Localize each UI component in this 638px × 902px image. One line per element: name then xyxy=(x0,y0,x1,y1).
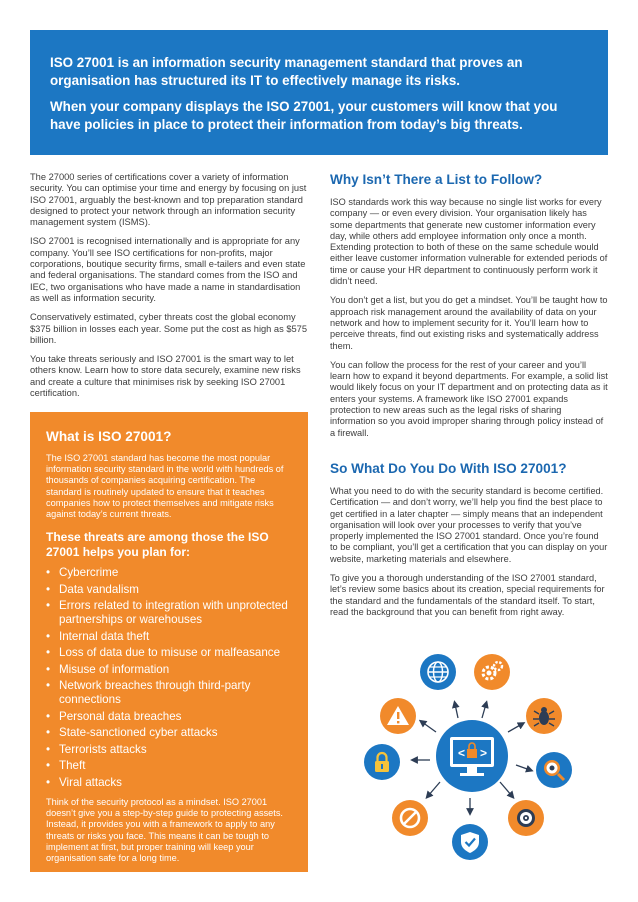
right-column xyxy=(330,172,608,626)
bullet: • xyxy=(46,582,51,596)
list-item xyxy=(46,566,292,580)
threat-label: Theft xyxy=(59,759,86,773)
left-column xyxy=(30,172,312,407)
bullet: • xyxy=(46,566,51,580)
arrow xyxy=(482,704,486,718)
bullet: • xyxy=(46,662,51,676)
threat-label: Cybercrime xyxy=(59,566,119,580)
threat-list xyxy=(46,566,292,790)
target-icon xyxy=(508,800,544,836)
list-item xyxy=(46,583,292,597)
gears-icon xyxy=(474,654,510,690)
left-paragraph-1: The 27000 series of certifications cover a variety of information security. You can optimise your time and energy by focusing on just ISO 27001, arguably the best-known and top preparation standard designed to protect your network through an information security management system (ISMS). xyxy=(30,172,307,228)
list-item xyxy=(46,630,292,644)
arrow xyxy=(455,704,458,718)
list-item xyxy=(46,726,292,740)
threat-label: State-sanctioned cyber attacks xyxy=(59,726,218,740)
right-paragraph-1: ISO standards work this way because no single list works for every company — or even every division. Your organisation likely has some departments that generate new customer information every day, while others add employee information only once a month. Extending protection to both of these on the same schedule would either leave customer information vulnerable for extended periods of time or cause your HR department to continuously perform work it didn’t need. xyxy=(330,197,608,287)
threat-label: Personal data breaches xyxy=(59,709,182,723)
bullet: • xyxy=(46,742,51,756)
threat-label: Terrorists attacks xyxy=(59,742,147,756)
bug-icon xyxy=(526,698,562,734)
svg-text:>: > xyxy=(480,746,488,760)
svg-text:<: < xyxy=(458,746,466,760)
threat-label: Data vandalism xyxy=(59,582,139,596)
warning-icon xyxy=(380,698,416,734)
list-item xyxy=(46,776,292,790)
threat-label: Internal data theft xyxy=(59,629,150,643)
bullet: • xyxy=(46,775,51,789)
list-item xyxy=(46,743,292,757)
bullet: • xyxy=(46,629,51,643)
globe-icon xyxy=(420,654,456,690)
security-diagram xyxy=(358,640,598,880)
list-item xyxy=(46,599,292,628)
threat-label: Viral attacks xyxy=(59,775,122,789)
list-item xyxy=(46,646,292,660)
banner-line-1: ISO 27001 is an information security management standard that proves an organisation has structured its IT to effectively manage its risks. xyxy=(50,55,523,88)
banner-line-2: When your company displays the ISO 27001, your customers will know that you have policies in place to protect their information from today’s big threats. xyxy=(50,99,558,132)
box-outro: Think of the security protocol as a mindset. ISO 27001 doesn’t give you a step-by-step guide to protecting assets. Instead, it provides you with a framework to apply to any threats or risks you face. This means it can be tough to implement at first, but proper training will keep your organisation safe for a long time. xyxy=(46,796,283,863)
bullet: • xyxy=(46,599,51,613)
box-subtitle: These threats are among those the ISO 27001 helps you plan for: xyxy=(46,530,269,559)
bullet: • xyxy=(46,759,51,773)
bullet: • xyxy=(46,709,51,723)
right-paragraph-2: You don’t get a list, but you do get a mindset. You’ll be taught how to approach risk management around the availability of data on your network and how to implement security for it. You’ll learn how to perceive threats, find out existing risks and systematically address them. xyxy=(330,295,608,351)
box-title: What is ISO 27001? xyxy=(46,429,172,444)
list-item xyxy=(46,679,292,708)
section-heading-what-to-do: So What Do You Do With ISO 27001? xyxy=(330,460,567,476)
list-item xyxy=(46,663,292,677)
box-intro: The ISO 27001 standard has become the most popular information security standard in the world with hundreds of thousands of companies acquiring certification. The standard is routinely updated to ensure that it teaches companies how to protect themselves and mitigate risks against today’s current threats. xyxy=(46,453,284,520)
left-paragraph-3: Conservatively estimated, cyber threats cost the global economy $375 billion in losses each year. Some put the cost as high as $575 billion. xyxy=(30,312,308,345)
shield-check-icon xyxy=(452,824,488,860)
bullet: • xyxy=(46,646,51,660)
what-is-iso-box xyxy=(30,412,308,872)
arrow xyxy=(508,724,522,732)
left-paragraph-2: ISO 27001 is recognised internationally and is appropriate for any company. You’ll see ISO certifications for non-profits, major corporations, boutique security firms, small e-tailers and even state and federal organisations. The standard comes from the ISO and IEC, two organisations who have made a name in standardisation as well as information security. xyxy=(30,236,306,303)
no-entry-icon xyxy=(392,800,428,836)
threat-label: Network breaches through third-party connections xyxy=(59,679,251,707)
arrow xyxy=(422,722,436,732)
threat-label: Loss of data due to misuse or malfeasance xyxy=(59,646,281,660)
bullet: • xyxy=(46,726,51,740)
section-heading-list: Why Isn’t There a List to Follow? xyxy=(330,172,543,187)
bullet: • xyxy=(46,679,51,693)
list-item xyxy=(46,710,292,724)
threat-label: Misuse of information xyxy=(59,662,170,676)
left-paragraph-4: You take threats seriously and ISO 27001 is the smart way to let others know. Learn how to store data securely, examine new risks and create a culture that minimises risk by seeking ISO 27001 certification. xyxy=(30,354,301,399)
lock-icon xyxy=(364,744,400,780)
right-paragraph-5: To give you a thorough understanding of the ISO 27001 standard, let’s review some basics about its creation, special requirements for the standard and the fundamentals of the standard itself. To start, read the background that you can benefit from right away. xyxy=(330,573,605,617)
intro-banner xyxy=(30,30,608,155)
right-paragraph-4: What you need to do with the security standard is become certified. Certification — and don’t worry, we’ll help you find the best place to get certified in a later chapter — simply means that an independent organisation will look over your processes to verify that you’ve properly implemented the ISO 27001 standard. Once you’re found to be compliant, you’ll get a certification that you can display on your website, marketing materials and elsewhere. xyxy=(330,485,608,564)
monitor-code-lock-icon xyxy=(436,720,508,792)
arrow xyxy=(516,765,530,770)
right-paragraph-3: You can follow the process for the rest of your career and you’ll learn how to expand it beyond departments. For example, a solid list would likely focus on your IT department and on protecting data as it enters your systems. A framework like ISO 27001 expands protection to new areas such as the legal risks of sharing information so you avoid improper sharing through policy instead of a firewall. xyxy=(330,359,608,438)
list-item xyxy=(46,759,292,773)
threat-label: Errors related to integration with unprotected partnerships or warehouses xyxy=(59,599,288,627)
eye-magnifier-icon xyxy=(536,752,572,788)
